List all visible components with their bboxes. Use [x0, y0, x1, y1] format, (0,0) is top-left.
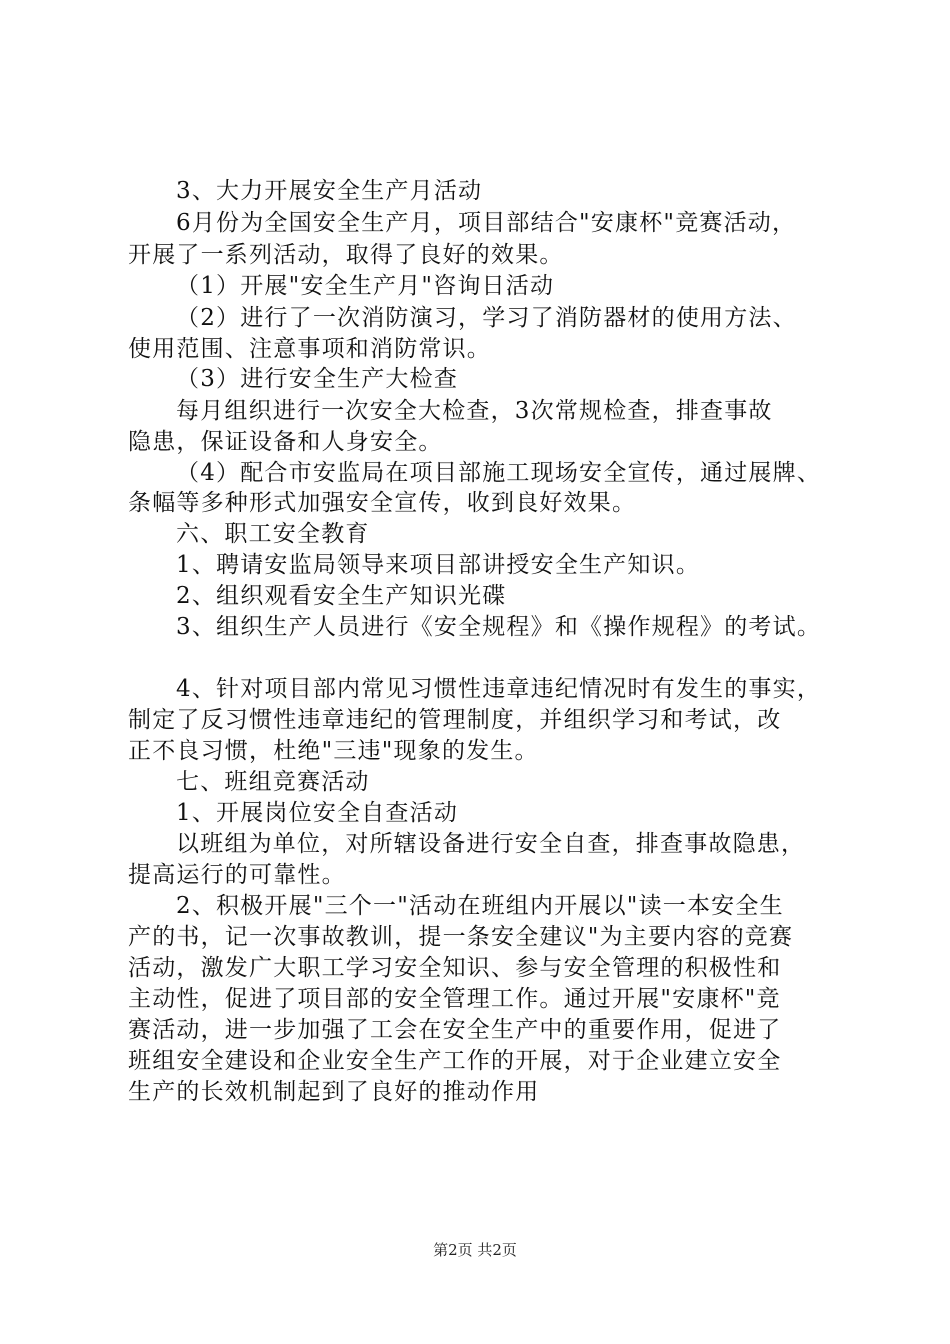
paragraph-line: 主动性，促进了项目部的安全管理工作。通过开展"安康杯"竞: [128, 986, 781, 1012]
paragraph-line: 开展了一系列活动，取得了良好的效果。: [128, 242, 564, 268]
paragraph-line: 班组安全建设和企业安全生产工作的开展，对于企业建立安全: [128, 1048, 782, 1074]
paragraph-line: 隐患，保证设备和人身安全。: [128, 429, 443, 455]
paragraph-line: 每月组织进行一次安全大检查，3次常规检查，排查事故: [176, 398, 773, 424]
paragraph-line: 活动，激发广大职工学习安全知识、参与安全管理的积极性和: [128, 955, 782, 981]
list-item: （1）开展"安全生产月"咨询日活动: [176, 273, 555, 299]
section-heading-team-competition: 七、班组竞赛活动: [176, 769, 370, 795]
list-item: 1、开展岗位安全自查活动: [176, 800, 459, 826]
section-heading-safety-month: 3、大力开展安全生产月活动: [176, 178, 483, 204]
paragraph-line: 条幅等多种形式加强安全宣传，收到良好效果。: [128, 490, 637, 516]
paragraph-line: 6月份为全国安全生产月，项目部结合"安康杯"竞赛活动，: [176, 210, 797, 236]
paragraph-line: 正不良习惯，杜绝"三违"现象的发生。: [128, 738, 539, 764]
paragraph-line: 产的书，记一次事故教训，提一条安全建议"为主要内容的竞赛: [128, 924, 794, 950]
list-item: （4）配合市安监局在项目部施工现场安全宣传，通过展牌、: [176, 460, 822, 486]
list-item: （2）进行了一次消防演习，学习了消防器材的使用方法、: [176, 305, 797, 331]
paragraph-line: 使用范围、注意事项和消防常识。: [128, 336, 491, 362]
list-item: 3、组织生产人员进行《安全规程》和《操作规程》的考试。: [176, 614, 822, 640]
list-item: 2、组织观看安全生产知识光碟: [176, 583, 507, 609]
paragraph-line: 提高运行的可靠性。: [128, 862, 346, 888]
paragraph-line: 生产的长效机制起到了良好的推动作用: [128, 1079, 540, 1105]
paragraph-line: 以班组为单位，对所辖设备进行安全自查，排查事故隐患，: [176, 831, 806, 857]
section-heading-staff-education: 六、职工安全教育: [176, 521, 370, 547]
list-item: 1、聘请安监局领导来项目部讲授安全生产知识。: [176, 552, 701, 578]
list-item: （3）进行安全生产大检查: [176, 366, 459, 392]
page-number-footer: 第2页 共2页: [433, 1241, 517, 1259]
paragraph-line: 制定了反习惯性违章违纪的管理制度，并组织学习和考试，改: [128, 707, 782, 733]
list-item: 4、针对项目部内常见习惯性违章违纪情况时有发生的事实，: [176, 676, 822, 702]
paragraph-line: 赛活动，进一步加强了工会在安全生产中的重要作用，促进了: [128, 1017, 782, 1043]
list-item: 2、积极开展"三个一"活动在班组内开展以"读一本安全生: [176, 893, 784, 919]
